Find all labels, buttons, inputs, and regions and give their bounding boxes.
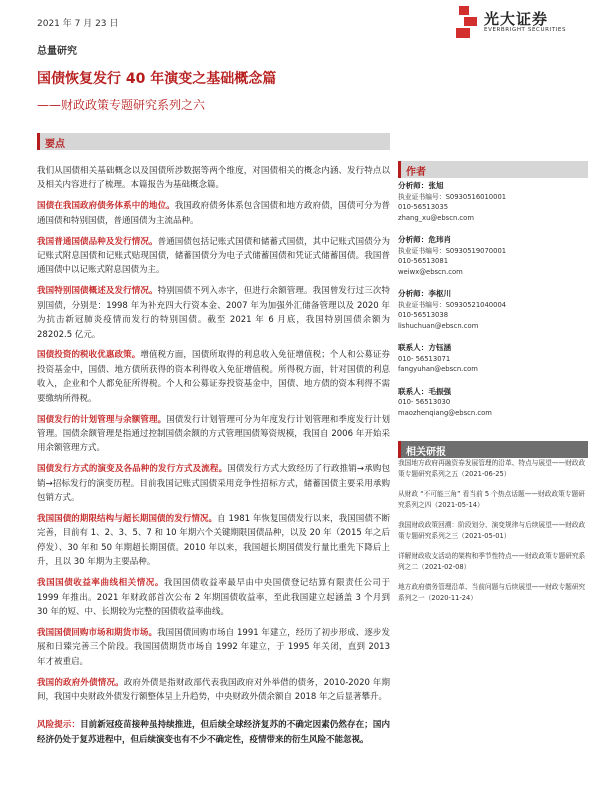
paragraph-text: 我国国债收益率最早由中央国债登记结算有限责任公司于 1999 年推出。2021 年财政部首次公布 2 年期国债收益率，至此我国建立起涵盖 3 个月到 30 年的短、中、长期较为完整的国债收益率曲线。 bbox=[37, 578, 390, 617]
analyst-email[interactable]: weiwx@ebscn.com bbox=[398, 267, 463, 276]
paragraph-lead: 国债发行方式的演变及各品种的发行方式及流程。 bbox=[37, 464, 228, 475]
contact-name: 联系人：方钰涵 bbox=[398, 343, 452, 352]
paragraph-lead: 我国国债回购市场和期货市场。 bbox=[37, 627, 158, 638]
paragraph-lead: 我国国债收益率曲线相关情况。 bbox=[37, 578, 164, 589]
contact-name: 联系人：毛振强 bbox=[398, 386, 452, 396]
logo-english-name: EVERBRIGHT SECURITIES bbox=[484, 27, 567, 33]
related-report-link[interactable]: 详解财政收支活动的架构和季节性特点——财政政策专题研究系列之二（2021-02-08） bbox=[398, 552, 586, 571]
paragraph-text: 普通国债包括记账式国债和储蓄式国债，其中记账式国债分为记账式附息国债和记账式贴现国债，储蓄国债分为电子式储蓄国债和凭证式储蓄国债。我国普通国债中以记账式附息国债为主。 bbox=[37, 236, 390, 276]
authors-label: 作者 bbox=[406, 167, 426, 178]
company-logo bbox=[456, 6, 586, 40]
authors-list bbox=[398, 181, 588, 430]
paragraph-tax-policy bbox=[37, 348, 390, 406]
paragraph-yield-curve bbox=[37, 576, 390, 619]
paragraph-text: 政府外债是指财政部代表我国政府对外举借的债务，2010-2020 年期间，我国中央财政外债发行额整体呈上升趋势，中央财政外债余额自 2018 年之后显著攀升。 bbox=[37, 677, 390, 702]
paragraph-external-debt bbox=[37, 676, 390, 705]
key-points-body bbox=[37, 164, 390, 754]
report-category: 总量研究 bbox=[37, 46, 77, 57]
analyst-name: 分析师：李枢川 bbox=[398, 289, 452, 298]
analyst-email[interactable]: zhang_xu@ebscn.com bbox=[398, 213, 474, 222]
paragraph-text: 我国国债回购市场自 1991 年建立，经历了初步形成、逐步发展和日臻完善三个阶段。我国国债期货市场自 1992 年建立，于 1995 年关闭，直到 2013 年才被重启。 bbox=[37, 627, 390, 667]
analyst-card bbox=[398, 235, 588, 277]
related-report-link[interactable]: 我国财政政策回溯：阶段划分、演变规律与后续展望——财政政策专题研究系列之三（2021-05-01） bbox=[398, 521, 586, 540]
paragraph-special-bonds bbox=[37, 284, 390, 342]
paragraph-maturity-structure bbox=[37, 512, 390, 570]
intro-paragraph: 我们从国债相关基础概念以及国债所涉数据等两个维度，对国债相关的概念内涵、发行特点以及相关内容进行了梳理。本篇报告为基础概念篇。 bbox=[37, 166, 390, 191]
paragraph-issuance-management bbox=[37, 413, 390, 456]
report-date: 2021 年 7 月 23 日 bbox=[37, 19, 119, 29]
paragraph-lead: 我国普通国债品种及发行情况。 bbox=[37, 236, 158, 247]
paragraph-government-debt bbox=[37, 199, 390, 228]
paragraph-lead: 国债发行的计划管理与余额管理。 bbox=[37, 414, 167, 425]
analyst-cert: 执业证书编号：S0930519070001 bbox=[398, 246, 507, 255]
paragraph-text: 特别国债不列入赤字，但进行余额管理。我国曾发行过三次特别国债，分别是：1998 年为补充四大行资本金、2007 年为加强外汇储备管理以及 2020 年为抗击新冠肺炎疫情而发行的特别国债。截至 2021 年 6 月底，我国特别国债余额为 28202.5 亿元。 bbox=[37, 286, 390, 340]
paragraph-lead: 国债在我国政府债务体系中的地位。 bbox=[37, 201, 175, 212]
paragraph-repo-futures bbox=[37, 626, 390, 669]
contact-card bbox=[398, 387, 588, 419]
analyst-card bbox=[398, 289, 588, 331]
analyst-email[interactable]: lishuchuan@ebscn.com bbox=[398, 321, 479, 330]
report-title: 国债恢复发行 40 年演变之基础概念篇 bbox=[37, 71, 277, 87]
analyst-phone: 010-56513081 bbox=[398, 257, 449, 265]
section-accent bbox=[37, 133, 40, 150]
analyst-card bbox=[398, 181, 588, 223]
related-reports-list bbox=[398, 458, 588, 613]
report-subtitle: ——财政政策专题研究系列之六 bbox=[37, 98, 206, 112]
analyst-name: 分析师：危玮肖 bbox=[398, 235, 452, 244]
paragraph-text: 国债发行方式大致经历了行政推销→承购包销→招标发行的演变历程。目前我国记账式国债采用竞争性招标方式，储蓄国债主要采用承购包销方式。 bbox=[37, 464, 390, 504]
related-reports-label: 相关研报 bbox=[406, 447, 446, 458]
paragraph-text: 国债发行计划管理可分为年度发行计划管理和季度发行计划管理。国债余额管理是指通过控制国债余额的方式管理国债筹资规模，我国自 2006 年开始采用余额管理方式。 bbox=[37, 414, 390, 454]
section-accent bbox=[398, 441, 401, 458]
related-report-link[interactable]: 我国地方政府再融资券发展管理的沿革、特点与展望——财政政策专题研究系列之五（2021-06-25） bbox=[398, 459, 586, 478]
paragraph-text: 增值税方面，国债所取得的利息收入免征增值税；个人和公募证券投资基金中，国债、地方债所获得的资本利得收入免征增值税。所得税方面，针对国债的利息收入，企业和个人都免征所得税。个人和公募证券投资基金中，国债、地方债的资本利得不需要缴纳所得税。 bbox=[37, 350, 390, 404]
analyst-cert: 执业证书编号：S0930521040004 bbox=[398, 300, 507, 309]
logo-chinese-name: 光大证券 bbox=[484, 10, 549, 28]
analyst-phone: 010-56513035 bbox=[398, 203, 449, 211]
paragraph-lead: 我国特别国债概述及发行情况。 bbox=[37, 286, 158, 297]
paragraph-text: 自 1981 年恢复国债发行以来，我国国债不断完善，目前有 1、2、3、5、7 和 10 年期六个关键期限国债品种，以及 20 年（2015 年之后停发）、30 年和 50 年期超长期国债。2010 年以来，我国超长期国债发行量比重先下降后上升，且以 30 年期为主要品种。 bbox=[37, 514, 390, 568]
risk-warning bbox=[37, 718, 390, 747]
analyst-phone: 010-56513038 bbox=[398, 311, 449, 319]
contact-email[interactable]: fangyuhan@ebscn.com bbox=[398, 365, 478, 373]
contact-phone: 010- 56513030 bbox=[398, 398, 451, 406]
related-report-link[interactable]: 从财政 “不可能三角” 看当前 5 个热点话题——财政政策专题研究系列之四（2021-05-14） bbox=[398, 490, 585, 509]
risk-text: 目前新冠疫苗接种虽持续推进，但后续全球经济复苏的不确定因素仍然存在；国内经济仍处于复苏进程中，但后续演变也有不少不确定性，疫情带来的衍生风险不能忽视。 bbox=[37, 720, 390, 745]
section-accent bbox=[398, 161, 401, 178]
risk-lead: 风险提示： bbox=[37, 720, 81, 731]
related-report-link[interactable]: 地方政府债务管理沿革、当前问题与后续展望——财政专题研究系列之一（2020-11-24） bbox=[398, 583, 586, 602]
contact-email[interactable]: maozhenqiang@ebscn.com bbox=[398, 408, 492, 417]
paragraph-ordinary-bonds bbox=[37, 235, 390, 278]
paragraph-issuance-methods bbox=[37, 462, 390, 505]
contact-phone: 010- 56513071 bbox=[398, 354, 451, 363]
authors-header bbox=[398, 161, 588, 178]
paragraph-lead: 国债投资的税收优惠政策。 bbox=[37, 350, 141, 361]
contact-card bbox=[398, 343, 588, 375]
key-points-header bbox=[37, 133, 390, 150]
analyst-name: 分析师：张旭 bbox=[398, 181, 444, 190]
key-points-label: 要点 bbox=[45, 139, 65, 150]
related-reports-header bbox=[398, 441, 588, 458]
analyst-cert: 执业证书编号：S0930516010001 bbox=[398, 192, 507, 201]
paragraph-lead: 我国国债的期限结构与超长期国债的发行情况。 bbox=[37, 514, 218, 525]
paragraph-lead: 我国的政府外债情况。 bbox=[37, 677, 124, 688]
logo-mark-icon bbox=[456, 6, 478, 38]
paragraph-text: 我国政府债务体系包含国债和地方政府债，国债可分为普通国债和特别国债，普通国债为主流品种。 bbox=[37, 201, 390, 226]
